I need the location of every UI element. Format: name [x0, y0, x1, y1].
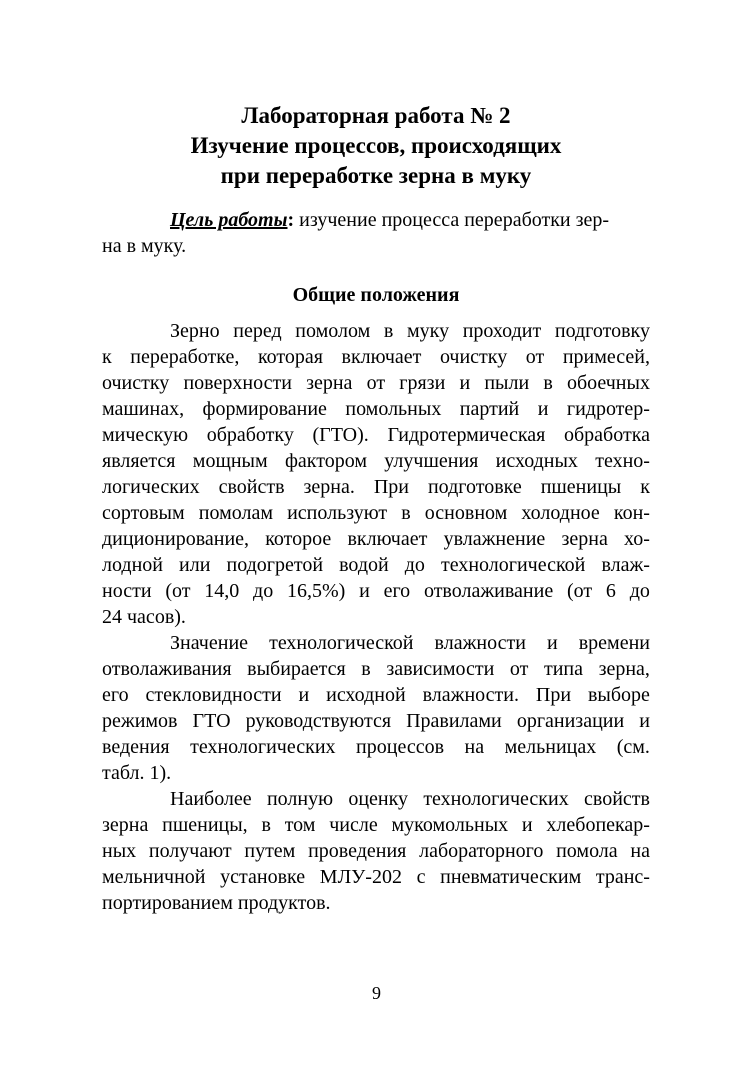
page-number: 9	[372, 983, 381, 1003]
text-line: портированием продуктов.	[102, 892, 331, 914]
body-paragraph	[102, 786, 650, 916]
text-line: Значение технологической влажности и времени	[170, 632, 650, 654]
section-heading: Общие положения	[292, 284, 460, 306]
text-line: к переработке, которая включает очистку от примесей,	[102, 346, 650, 368]
text-line: отволаживания выбирается в зависимости от типа зерна,	[102, 658, 650, 680]
text-line: логических свойств зерна. При подготовке пшеницы к	[102, 476, 650, 498]
text-line: табл. 1).	[102, 762, 172, 784]
aim-line-1	[102, 207, 650, 233]
text-line: режимов ГТО руководствуются Правилами организации и	[102, 710, 650, 732]
text-line: мическую обработку (ГТО). Гидротермическая обработка	[102, 424, 650, 446]
text-line: ности (от 14,0 до 16,5%) и его отволаживание (от 6 до	[102, 580, 650, 602]
aim-colon: :	[287, 209, 295, 231]
text-line: Зерно перед помолом в муку проходит подготовку	[170, 320, 650, 342]
text-line: лодной или подогретой водой до технологической влаж-	[102, 554, 650, 576]
body-paragraph	[102, 318, 650, 630]
text-line: его стекловидности и исходной влажности. При выборе	[102, 684, 650, 706]
text-line: диционирование, которое включает увлажнение зерна хо-	[102, 528, 650, 550]
body-paragraph	[102, 630, 650, 786]
title-line-1: Лабораторная работа № 2	[241, 103, 511, 128]
text-line: машинах, формирование помольных партий и гидротер-	[102, 398, 650, 420]
text-line: Наиболее полную оценку технологических свойств	[170, 788, 650, 810]
aim-text-line-1: изучение процесса переработки зер-	[294, 209, 610, 231]
text-line: 24 часов).	[102, 606, 186, 628]
aim-paragraph	[102, 207, 650, 259]
title-line-3: при переработке зерна в муку	[220, 163, 532, 188]
title-line-2: Изучение процессов, происходящих	[190, 133, 562, 158]
aim-label: Цель работы	[170, 209, 288, 231]
text-line: мельничной установке МЛУ-202 с пневматическим транс-	[102, 866, 650, 888]
body-text	[102, 318, 650, 916]
aim-line-2: на в муку.	[102, 235, 187, 257]
text-line: ведения технологических процессов на мельницах (см.	[102, 736, 650, 758]
text-line: ных получают путем проведения лабораторного помола на	[102, 840, 650, 862]
text-line: зерна пшеницы, в том числе мукомольных и хлебопекар-	[102, 814, 650, 836]
text-line: сортовым помолам используют в основном холодное кон-	[102, 502, 650, 524]
text-line: очистку поверхности зерна от грязи и пыли в обоечных	[102, 372, 650, 394]
page-title	[102, 101, 650, 191]
text-line: является мощным фактором улучшения исходных техно-	[102, 450, 650, 472]
